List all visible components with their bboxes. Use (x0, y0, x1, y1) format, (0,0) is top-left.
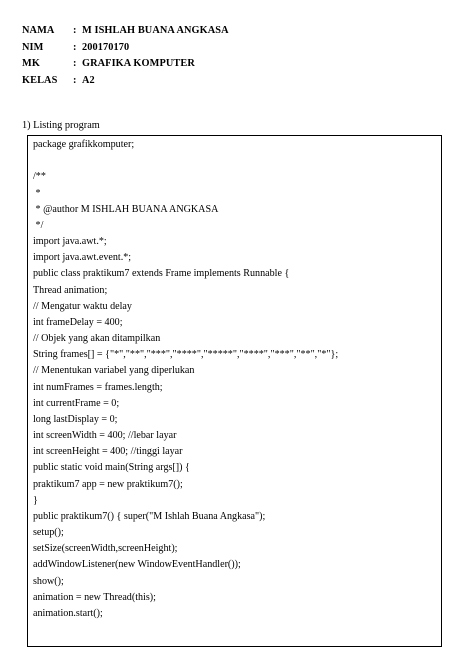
info-colon: : (73, 41, 77, 53)
code-line: public praktikum7() { super("M Ishlah Buana Angkasa"); (33, 510, 266, 522)
code-line: // Menentukan variabel yang diperlukan (33, 365, 195, 377)
code-line: praktikum7 app = new praktikum7(); (33, 478, 183, 490)
code-line: public static void main(String args[]) { (33, 462, 190, 474)
code-line: String frames[] = {"*","**","***","****","*****","****","***","**","*"}; (33, 349, 339, 361)
code-line: * @author M ISHLAH BUANA ANGKASA (33, 203, 219, 215)
info-value: 200170170 (82, 41, 130, 53)
code-line: int currentFrame = 0; (33, 397, 120, 409)
code-line: int screenHeight = 400; //tinggi layar (33, 446, 183, 458)
info-colon: : (73, 74, 77, 86)
code-line: } (33, 494, 38, 506)
code-line: */ (33, 219, 44, 231)
info-value: M ISHLAH BUANA ANGKASA (82, 24, 229, 36)
code-line: package grafikkomputer; (33, 139, 135, 150)
code-line: setup(); (33, 527, 64, 539)
code-listing-box (27, 135, 442, 647)
code-line (33, 622, 437, 638)
info-colon: : (73, 24, 77, 36)
code-line: public class praktikum7 extends Frame implements Runnable { (33, 268, 290, 280)
code-line: animation.start(); (33, 607, 103, 619)
info-row-nama (22, 22, 442, 39)
info-value: A2 (82, 74, 95, 86)
code-line: import java.awt.*; (33, 236, 107, 248)
code-line: Thread animation; (33, 284, 108, 296)
code-line: setSize(screenWidth,screenHeight); (33, 543, 178, 555)
code-line: animation = new Thread(this); (33, 591, 156, 603)
code-line: addWindowListener(new WindowEventHandler()); (33, 559, 241, 571)
info-label: NAMA (22, 24, 55, 36)
info-colon: : (73, 58, 77, 70)
info-row-nim (22, 39, 442, 56)
code-line: /** (33, 171, 46, 183)
code-line: // Mengatur waktu delay (33, 300, 132, 312)
info-label: MK (22, 58, 40, 70)
info-row-mk (22, 55, 442, 72)
info-value: GRAFIKA KOMPUTER (82, 58, 195, 70)
code-lines (33, 137, 437, 638)
code-line: int screenWidth = 400; //lebar layar (33, 430, 177, 442)
student-info-header (22, 22, 442, 89)
info-label: KELAS (22, 74, 58, 86)
code-line (33, 153, 437, 169)
info-row-kelas (22, 72, 442, 89)
code-line: show(); (33, 575, 64, 587)
code-line: // Objek yang akan ditampilkan (33, 333, 161, 345)
info-label: NIM (22, 41, 44, 53)
code-line: int frameDelay = 400; (33, 316, 123, 328)
code-line: long lastDisplay = 0; (33, 413, 118, 425)
code-line: import java.awt.event.*; (33, 252, 132, 264)
section-title: 1) Listing program (22, 120, 100, 131)
code-line: int numFrames = frames.length; (33, 381, 163, 393)
code-line: * (33, 187, 41, 199)
